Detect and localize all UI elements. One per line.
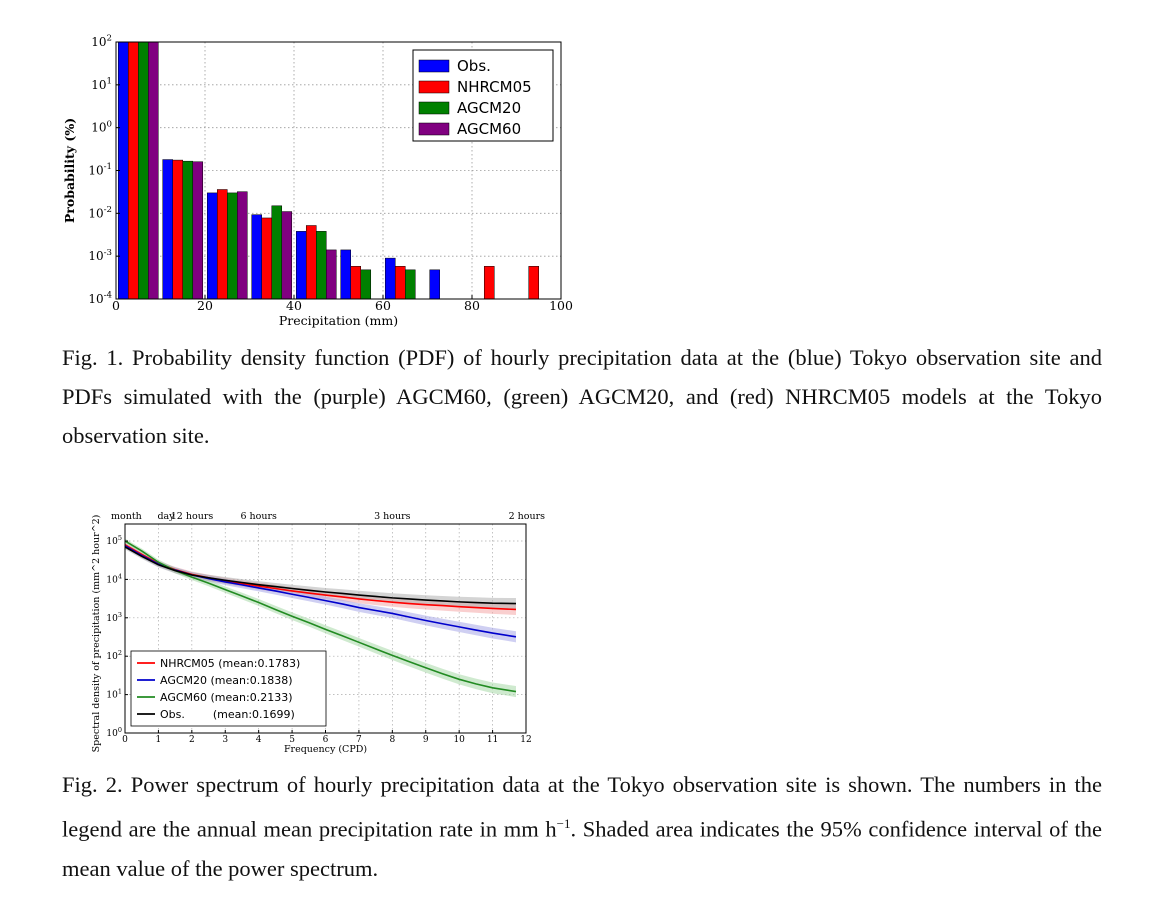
f2-top-axis-label: 6 hours (240, 511, 277, 522)
f2-x-tick-label: 3 (222, 735, 229, 745)
f2-y-tick-label: $10^2$ (106, 649, 122, 663)
figure-1-caption: Fig. 1. Probability density function (PDF) of hourly precipitation data at the (blue) Tokyo observation site and PDFs simulated with the (purple) AGCM60, (green) AGCM20, and (red) NHRCM05 models at the Tokyo observation site. (62, 345, 1102, 448)
figure-2-x-axis-label: Frequency (CPD) (283, 744, 368, 755)
figure-2-y-axis-label: Spectral density of precipitation (mm^2 hour^2) (91, 514, 102, 753)
f1-y-tick-label: $10^{-4}$ (88, 290, 112, 306)
f1-y-tick-label: $10^{-3}$ (88, 247, 112, 264)
f1-x-tick-label: 100 (549, 298, 573, 313)
f1-y-tick-label: $10^0$ (91, 119, 112, 135)
f2-top-axis-label: 12 hours (170, 511, 214, 522)
f1-legend-label: AGCM20 (457, 99, 522, 117)
f1-x-tick-label: 20 (197, 298, 213, 313)
f2-top-axis-label: month (111, 511, 142, 522)
f1-x-tick-label: 40 (286, 298, 302, 313)
f2-x-tick-label: 8 (389, 735, 396, 745)
f2-y-tick-label: $10^3$ (106, 610, 122, 624)
f1-x-tick-label: 80 (464, 298, 480, 313)
f2-y-tick-label: $10^1$ (106, 687, 122, 701)
figure-2-caption-text: Fig. 2. Power spectrum of hourly precipitation data at the Tokyo observation site is shown. The numbers in the legend are the annual mean precipitation rate in mm h (62, 772, 1102, 842)
f2-top-axis-label: day (157, 511, 175, 522)
f2-y-tick-label: $10^5$ (106, 533, 122, 547)
f1-y-tick-label: $10^{-1}$ (88, 162, 112, 178)
f2-legend-label: AGCM60 (mean:0.2133) (160, 691, 293, 704)
f1-legend-label: NHRCM05 (457, 78, 532, 96)
f2-y-tick-label: $10^4$ (106, 572, 122, 586)
f2-x-tick-label: 10 (453, 735, 465, 745)
f1-legend-label: Obs. (457, 57, 491, 75)
f2-x-tick-label: 1 (155, 735, 162, 745)
f2-x-tick-label: 5 (289, 735, 295, 745)
f2-x-tick-label: 2 (188, 735, 195, 745)
f1-y-tick-label: $10^1$ (91, 76, 112, 92)
f1-legend-label: AGCM60 (457, 120, 522, 138)
f1-x-tick-label: 0 (112, 298, 120, 313)
figure-2-top-axis-labels (111, 511, 545, 522)
f2-x-tick-label: 4 (255, 735, 262, 745)
f2-legend-label: NHRCM05 (mean:0.1783) (160, 657, 301, 670)
figure-2-caption (62, 765, 1102, 888)
f1-y-tick-label: $10^2$ (91, 33, 112, 49)
figure-2-caption-text-end: . Shaded area indicates the 95% confidence interval of the mean value of the power spectrum. (62, 816, 1102, 881)
f2-x-tick-label: 12 (520, 735, 532, 745)
f2-x-tick-label: 0 (122, 735, 128, 745)
f2-x-tick-label: 6 (322, 735, 329, 745)
f2-top-axis-label: 2 hours (508, 511, 545, 522)
f2-legend-label: AGCM20 (mean:0.1838) (160, 674, 293, 687)
figure-1-y-axis-label: Probability (%) (62, 117, 77, 224)
f2-x-tick-label: 11 (486, 735, 499, 745)
figure-2-caption-superscript: −1 (556, 816, 571, 831)
figure-1-x-axis-label: Precipitation (mm) (278, 313, 399, 328)
f2-x-tick-label: 7 (356, 735, 362, 745)
f2-legend-label: Obs. (mean:0.1699) (160, 708, 295, 721)
f2-x-tick-label: 9 (422, 735, 429, 745)
f1-x-tick-label: 60 (375, 298, 391, 313)
f1-y-tick-label: $10^{-2}$ (88, 204, 112, 221)
f2-y-tick-label: $10^0$ (106, 725, 122, 739)
f2-top-axis-label: 3 hours (374, 511, 411, 522)
figure-2-legend (131, 651, 326, 726)
